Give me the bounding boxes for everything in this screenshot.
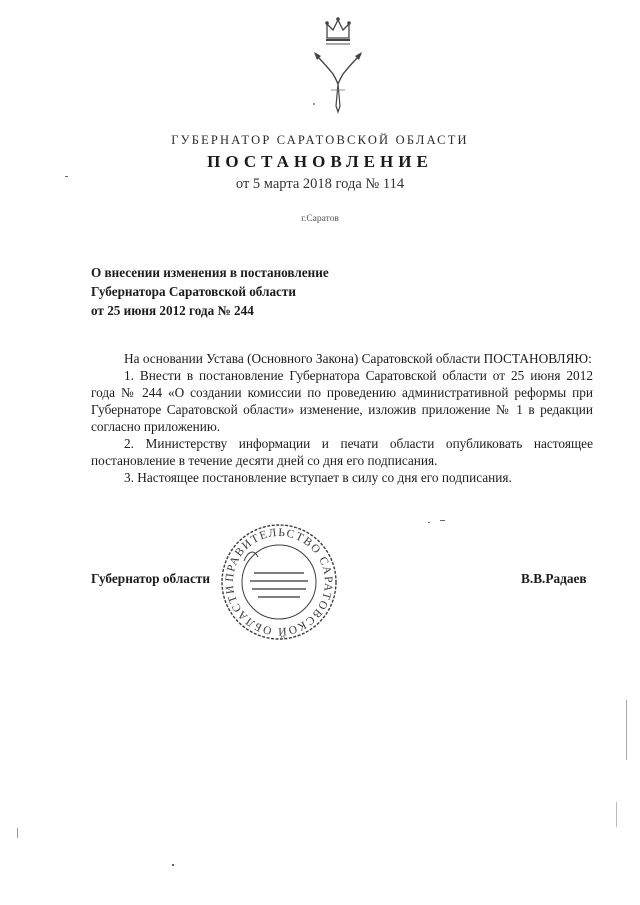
seal-text: ПРАВИТЕЛЬСТВО САРАТОВСКОЙ ОБЛАСТИ	[223, 526, 335, 638]
body-preamble: На основании Устава (Основного Закона) Саратовской области ПОСТАНОВЛЯЮ:	[124, 351, 592, 366]
signatory-name: В.В.Радаев	[521, 571, 587, 586]
document-body	[91, 350, 593, 486]
official-seal	[218, 521, 340, 643]
scan-speck	[440, 520, 445, 521]
body-item-2: 2. Министерству информации и печати области опубликовать настоящее постановление в течение десяти дней со дня его подписания.	[91, 436, 593, 468]
subject-line-3: от 25 июня 2012 года № 244	[91, 303, 254, 318]
document-city: г.Саратов	[301, 214, 339, 224]
subject-line-2: Губернатора Саратовской области	[91, 284, 296, 299]
official-seal-icon	[218, 521, 340, 643]
subject-line-1: О внесении изменения в постановление	[91, 265, 329, 280]
scan-speck	[428, 522, 430, 523]
saratov-coat-of-arms-icon	[305, 16, 371, 114]
document-type-title: ПОСТАНОВЛЕНИЕ	[207, 152, 433, 171]
document-subject	[91, 263, 491, 320]
body-item-3: 3. Настоящее постановление вступает в силу со дня его подписания.	[124, 470, 512, 485]
scan-edge-line	[626, 700, 627, 760]
scan-edge-line	[17, 828, 18, 838]
svg-text:ПРАВИТЕЛЬСТВО САРАТОВСКОЙ ОБЛА	[224, 527, 334, 639]
body-item-1: 1. Внести в постановление Губернатора Саратовской области от 25 июня 2012 года № 244 «О создании комиссии по проведению административной реформы при Губернаторе Саратовской области» изменение, изложив приложение № 1 в редакции согласно приложению.	[91, 368, 593, 434]
coat-of-arms-emblem	[305, 16, 371, 114]
scan-edge-line	[616, 802, 617, 827]
scan-speck	[65, 176, 68, 177]
signatory-position: Губернатор области	[91, 571, 211, 586]
scan-speck	[172, 864, 174, 866]
document-date-number: от 5 марта 2018 года № 114	[235, 176, 405, 192]
issuing-authority: ГУБЕРНАТОР САРАТОВСКОЙ ОБЛАСТИ	[171, 133, 469, 147]
